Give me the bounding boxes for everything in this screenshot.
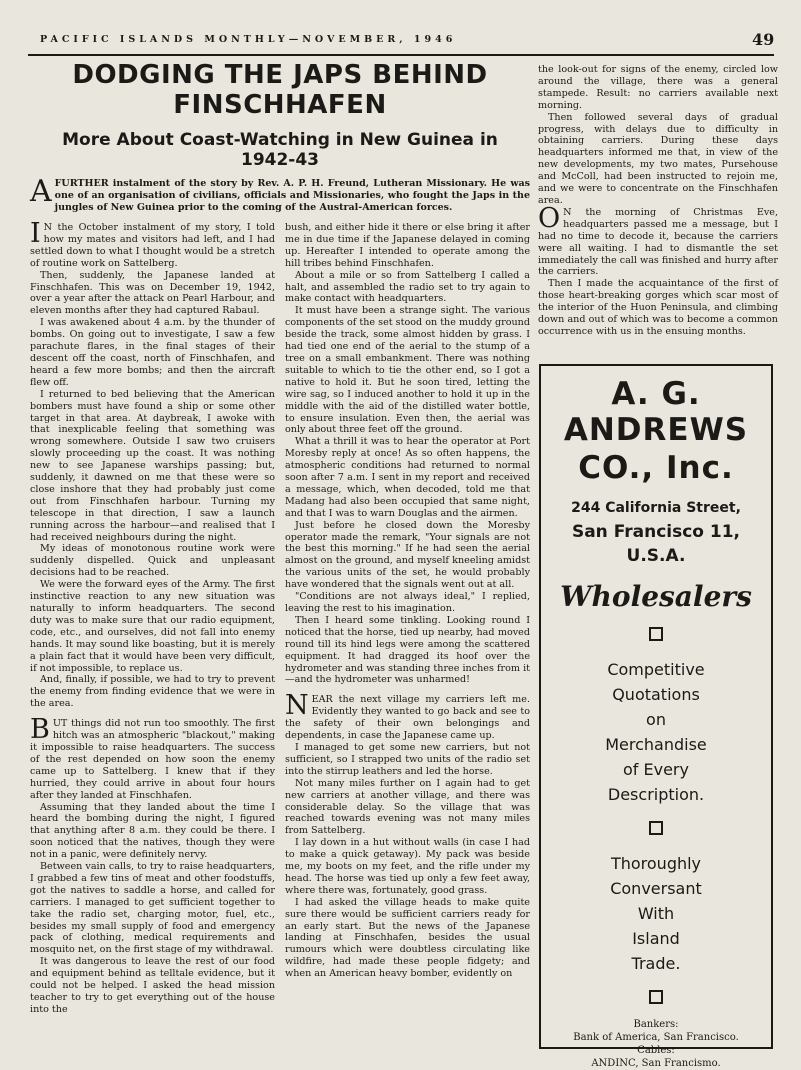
paragraph-text: I managed to get some new carriers, but not sufficient, so I strapped two units of the radio set into the stirrup leathers and led the horse. (285, 741, 530, 777)
paragraph-text: My ideas of monotonous routine work were suddenly dispelled. Quick and unpleasant decisions had to be reached. (30, 543, 275, 579)
subtitle-line-1: More About Coast-Watching in New Guinea in (62, 130, 498, 150)
paragraph (285, 615, 530, 686)
paragraph (285, 690, 530, 742)
title-line-1: DODGING THE JAPS BEHIND (72, 60, 488, 90)
paragraph (285, 897, 530, 980)
paragraph-text: the look-out for signs of the enemy, circled low around the village, there was a general stampede. Result: no carriers available next morning. (538, 64, 778, 111)
paragraph-text: Then I made the acquaintance of the first of those heart-breaking gorges which scar most of the interior of the Huon Peninsula, and climbing down and out of which was to become a common occurrence with us in the ensuing months. (538, 278, 778, 337)
body-columns (30, 222, 530, 1016)
paragraph (30, 317, 275, 388)
ad-line: Island (632, 929, 680, 948)
ad-tagline: Wholesalers (560, 580, 752, 613)
paragraph-text: N the morning of Christmas Eve, headquarters passed me a message, but I had no time to decode it, because the carriers were all waiting. I had to dismantle the set immediately the call was finished and hurry after the carriers. (538, 206, 778, 278)
ad-company-name: A. G. ANDREWS (563, 376, 749, 448)
dropcap: I (30, 222, 41, 249)
paragraph (538, 64, 778, 112)
dropcap: N (285, 690, 309, 722)
article-subtitle (30, 130, 530, 170)
paragraph (285, 436, 530, 519)
andrews-advertisement (539, 364, 773, 1069)
paragraph-text: "Conditions are not always ideal," I replied, leaving the rest to his imagination. (285, 591, 530, 614)
paragraph (30, 802, 275, 862)
ad-bankers (541, 1018, 771, 1070)
paragraph (285, 837, 530, 897)
square-bullet-icon (649, 627, 663, 641)
article-title (30, 60, 530, 120)
paragraph (285, 222, 530, 270)
paragraph (285, 520, 530, 591)
dropcap: B (30, 714, 50, 746)
paragraph-text: Not many miles further on I again had to get new carriers at another village, and there was considerable delay. So the village that was reached towards evening was not many miles from Sattelberg. (285, 777, 530, 837)
page-number: 49 (752, 30, 775, 49)
ad-line: Trade. (631, 954, 681, 973)
paragraph-text: Just before he closed down the Moresby operator made the remark, "Your signals are not the best this morning." If he had seen the aerial almost on the ground, and myself kneeling amidst the various units of the set, he would probably have wondered that the signals went out at all. (285, 519, 530, 591)
paragraph (30, 579, 275, 674)
ad-city: San Francisco 11, (571, 522, 741, 542)
paragraph-text: We were the forward eyes of the Army. The first instinctive reaction to any new situation was naturally to inform headquarters. The second duty was to make sure that our radio equipment, code, etc., and ourselves, did not fall into enemy hands. It may sound like boasting, but it is merely a plain fact that it would have been very difficult, if not impossible, to replace us. (30, 579, 275, 674)
paragraph (538, 112, 778, 207)
ad-line: Conversant (610, 879, 702, 898)
cables-label: Cables: (637, 1045, 675, 1056)
intro-dropcap: A (30, 174, 52, 209)
ad-conversant-block (541, 851, 771, 976)
paragraph-text: About a mile or so from Sattelberg I called a halt, and assembled the radio set to try again to make contact with headquarters. (285, 269, 530, 305)
square-bullet-icon (649, 821, 663, 835)
ad-line: Description. (607, 785, 705, 804)
paragraph-text: It must have been a strange sight. The various components of the set stood on the muddy ground beside the track, some almost hidden by grass. I had tied one end of the aerial to the stump of a tree on a small embankment. There was nothing suitable to which to tie the other end, so I got a native to hold it. But he soon tired, letting the wire sag, so I induced another to hold it up in the middle with the aid of the distilled water bottle, to ensure insulation. Even then, the aerial was only about three feet off the ground. (285, 305, 530, 436)
paragraph (30, 674, 275, 710)
paragraph (30, 714, 275, 801)
subtitle-line-2: 1942-43 (240, 150, 320, 170)
ad-line: Thoroughly (610, 854, 702, 873)
ad-country: U.S.A. (626, 546, 686, 566)
paragraph (30, 956, 275, 1016)
paragraph (285, 305, 530, 436)
dropcap: O (538, 202, 561, 234)
paragraph-text: It was dangerous to leave the rest of our food and equipment behind as telltale evidence, but it could not be helped. I asked the head mission teacher to try to get everything out of the house into the (30, 956, 275, 1015)
paragraph-text: Then, suddenly, the Japanese landed at Finschhafen. This was on December 19, 1942, over a year after the attack on Pearl Harbour, and eleven months after they had captured Rabaul. (30, 269, 275, 317)
running-head: PACIFIC ISLANDS MONTHLY—NOVEMBER, 1946 (40, 34, 457, 45)
paragraph-text: I had asked the village heads to make quite sure there would be sufficient carriers ready for an early start. But the news of the Japanese landing at Finschhafen, besides the usual rumours which were doubtless circulating like wildfire, had made these people fidgety; and when an American heavy bomber, evidently on (285, 896, 530, 980)
paragraph-text: Between vain calls, to try to raise headquarters, I grabbed a few tins of meat and other foodstuffs, got the natives to saddle a horse, and called for carriers. I managed to get sufficient together to take the radio set, charging motor, fuel, etc., besides my small supply of food and emergency pack of clothing, medical requirements and mosquito net, on the first stage of my withdrawal. (30, 861, 275, 956)
body-column-1 (30, 222, 275, 1016)
paragraph (285, 591, 530, 615)
paragraph (30, 861, 275, 956)
paragraph-text: bush, and either hide it there or else bring it after me in due time if the Japanese delayed in coming up. Hereafter I intended to operate among the hill tribes behind Finschhafen. (285, 222, 530, 269)
paragraph-text: EAR the next village my carriers left me. Evidently they wanted to go back and see to the safety of their own belongings and dependents, in case the Japanese came up. (285, 694, 530, 742)
paragraph (285, 742, 530, 778)
paragraph (30, 222, 275, 270)
paragraph (30, 543, 275, 579)
paragraph (538, 202, 778, 278)
paragraph-text: Then followed several days of gradual progress, with delays due to difficulty in obtaining carriers. During these days headquarters informed me that, in view of the new developments, my two mates, Pursehouse and McColl, had been instructed to rejoin me, and we were to concentrate on the Finschhafen area. (538, 111, 778, 206)
paragraph (538, 278, 778, 338)
ad-line: Competitive (607, 660, 705, 679)
body-column-3 (538, 64, 778, 338)
paragraph-text: Assuming that they landed about the time I heard the bombing during the night, I figured that anything after 8 a.m. they could be there. I soon noticed that the natives, though they were not in a panic, were definitely nervy. (30, 801, 275, 861)
paragraph-text: UT things did not run too smoothly. The first hitch was an atmospheric "blackout," making it impossible to raise headquarters. The success of the rest depended on how soon the enemy came up to Sattelberg. I knew that if they hurried, they could arrive in about four hours after they landed at Finschhafen. (30, 718, 275, 801)
paragraph-text: N the October instalment of my story, I told how my mates and visitors had left, and I had settled down to what I thought would be a stretch of routine work on Sattelberg. (30, 222, 275, 269)
paragraph (30, 389, 275, 544)
ad-line: on (646, 710, 666, 729)
ad-quotations-block (541, 657, 771, 807)
title-line-2: FINSCHHAFEN (173, 90, 387, 120)
paragraph (30, 270, 275, 318)
ad-line: Quotations (612, 685, 700, 704)
paragraph-text: And, finally, if possible, we had to try to prevent the enemy from finding evidence that we were in the area. (30, 674, 275, 710)
top-rule (28, 54, 774, 56)
paragraph-text: I returned to bed believing that the American bombers must have found a ship or some other target in that area. At daybreak, I awoke with that inexplicable feeling that something was wrong somewhere. Outside I saw two cruisers slowly proceeding up the coast. It was nothing new to see Japanese warships passing; but, suddenly, it dawned on me that these were so close inshore that they had probably just come out from Finschhafen harbour. Turning my telescope in that direction, I saw a launch running across the harbour—and realised that I had received neighbours during the night. (30, 388, 275, 543)
paragraph (285, 778, 530, 838)
bankers-label: Bankers: (633, 1019, 679, 1030)
article-intro (30, 174, 530, 214)
article-main (30, 60, 530, 1016)
ad-company-suffix: CO., Inc. (578, 450, 734, 486)
paragraph-text: What a thrill it was to hear the operator at Port Moresby reply at once! As so often happens, the atmospheric conditions had returned to normal soon after 7 a.m. I sent in my report and received a message, which, when decoded, told me that Madang had also been occupied that same night, and that I was to warn Douglas and the airmen. (285, 436, 530, 519)
paragraph-text: Then I heard some tinkling. Looking round I noticed that the horse, tied up nearby, had moved round till its hind legs were among the scattered equipment. It had dragged its hoof over the hydrometer and was standing three inches from it—and the hydrometer was unharmed! (285, 614, 530, 686)
paragraph (285, 270, 530, 306)
paragraph-text: I lay down in a hut without walls (in case I had to make a quick getaway). My pack was beside me, my boots on my feet, and the rifle under my head. The horse was tied up only a few feet away, where there was, fortunately, good grass. (285, 837, 530, 896)
intro-text: FURTHER instalment of the story by Rev. A. P. H. Freund, Lutheran Missionary. He was one of an organisation of civilians, officials and Missionaries, who fought the Japs in the jungles of New Guinea prior to the coming of the Austral-American forces. (54, 178, 530, 213)
ad-line: of Every (623, 760, 689, 779)
paragraph-text: I was awakened about 4 a.m. by the thunder of bombs. On going out to investigate, I saw a few parachute flares, in the final stages of their descent off the coast, north of Finschhafen, and heard a few more bombs; and then the aircraft flew off. (30, 317, 275, 388)
bankers-value: Bank of America, San Francisco. (573, 1032, 739, 1043)
square-bullet-icon (649, 990, 663, 1004)
cables-value: ANDINC, San Francismo. (591, 1058, 721, 1069)
ad-line: Merchandise (605, 735, 707, 754)
ad-street: 244 California Street, (571, 500, 741, 516)
body-column-2 (285, 222, 530, 1016)
ad-line: With (637, 904, 675, 923)
